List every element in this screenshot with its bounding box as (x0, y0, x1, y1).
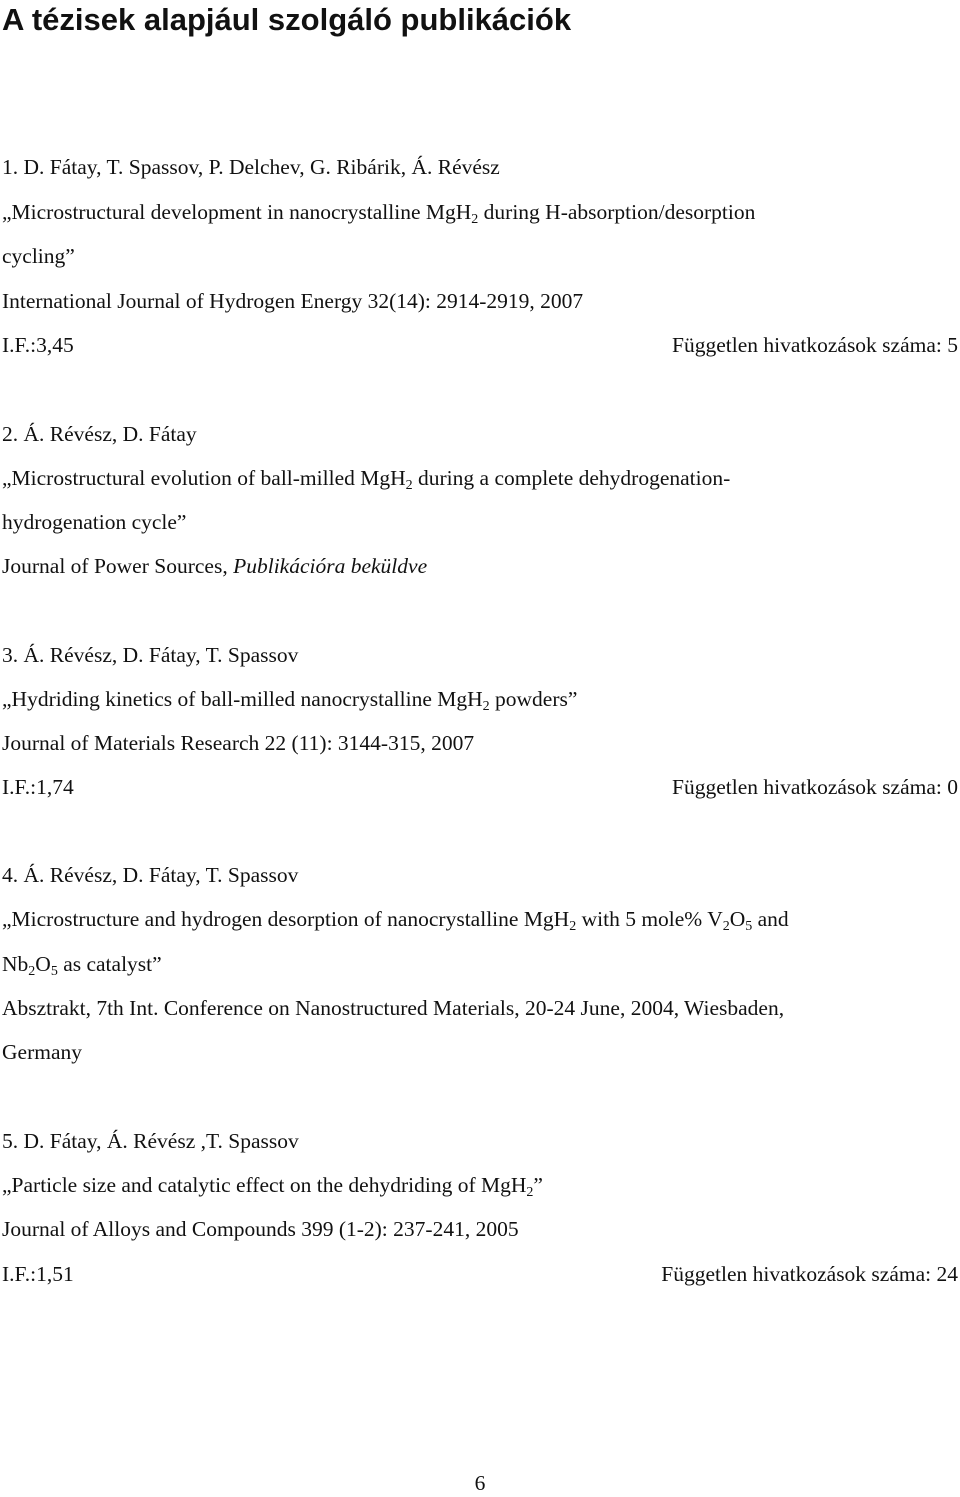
pub-2-status: Publikációra beküldve (233, 554, 428, 578)
pub-3-citations: Független hivatkozások száma: 0 (672, 775, 958, 799)
pub-1-title-cont: cycling” (2, 244, 75, 268)
pub-4-authors: 4. Á. Révész, D. Fátay, T. Spassov (2, 863, 299, 887)
pub-4-venue-cont: Germany (2, 1040, 82, 1064)
pub-1-title: „Microstructural development in nanocrystalline MgH2 during H-absorption/desorption (2, 200, 756, 227)
pub-1-journal: International Journal of Hydrogen Energy 32(14): 2914-2919, 2007 (2, 289, 584, 313)
pub-1-citations: Független hivatkozások száma: 5 (672, 333, 958, 357)
pub-5-journal: Journal of Alloys and Compounds 399 (1-2): 237-241, 2005 (2, 1217, 519, 1241)
pub-3-title: „Hydriding kinetics of ball-milled nanocrystalline MgH2 powders” (2, 687, 578, 714)
page-heading: A tézisek alapjául szolgáló publikációk (2, 2, 572, 37)
pub-5-authors: 5. D. Fátay, Á. Révész ,T. Spassov (2, 1129, 299, 1153)
pub-2-title-cont: hydrogenation cycle” (2, 510, 187, 534)
page-number: 6 (474, 1471, 486, 1495)
pub-5-title: „Particle size and catalytic effect on the dehydriding of MgH2” (2, 1173, 543, 1200)
pub-2-authors: 2. Á. Révész, D. Fátay (2, 422, 197, 446)
pub-2-title: „Microstructural evolution of ball-milled MgH2 during a complete dehydrogenation- (2, 466, 731, 493)
pub-5-citations: Független hivatkozások száma: 24 (661, 1262, 958, 1286)
pub-3-authors: 3. Á. Révész, D. Fátay, T. Spassov (2, 643, 299, 667)
pub-4-venue: Absztrakt, 7th Int. Conference on Nanostructured Materials, 20-24 June, 2004, Wiesbaden, (2, 996, 785, 1020)
pub-3-impact-factor: I.F.:1,74 (2, 775, 74, 799)
pub-5-impact-factor: I.F.:1,51 (2, 1262, 74, 1286)
pub-4-title: „Microstructure and hydrogen desorption of nanocrystalline MgH2 with 5 mole% V2O5 and (2, 907, 789, 934)
pub-1-impact-factor: I.F.:3,45 (2, 333, 74, 357)
pub-1-authors: 1. D. Fátay, T. Spassov, P. Delchev, G. Ribárik, Á. Révész (2, 155, 500, 179)
pub-3-journal: Journal of Materials Research 22 (11): 3144-315, 2007 (2, 731, 475, 755)
pub-2-journal: Journal of Power Sources, Publikációra beküldve (2, 554, 428, 578)
pub-4-title-cont: Nb2O5 as catalyst” (2, 952, 162, 979)
